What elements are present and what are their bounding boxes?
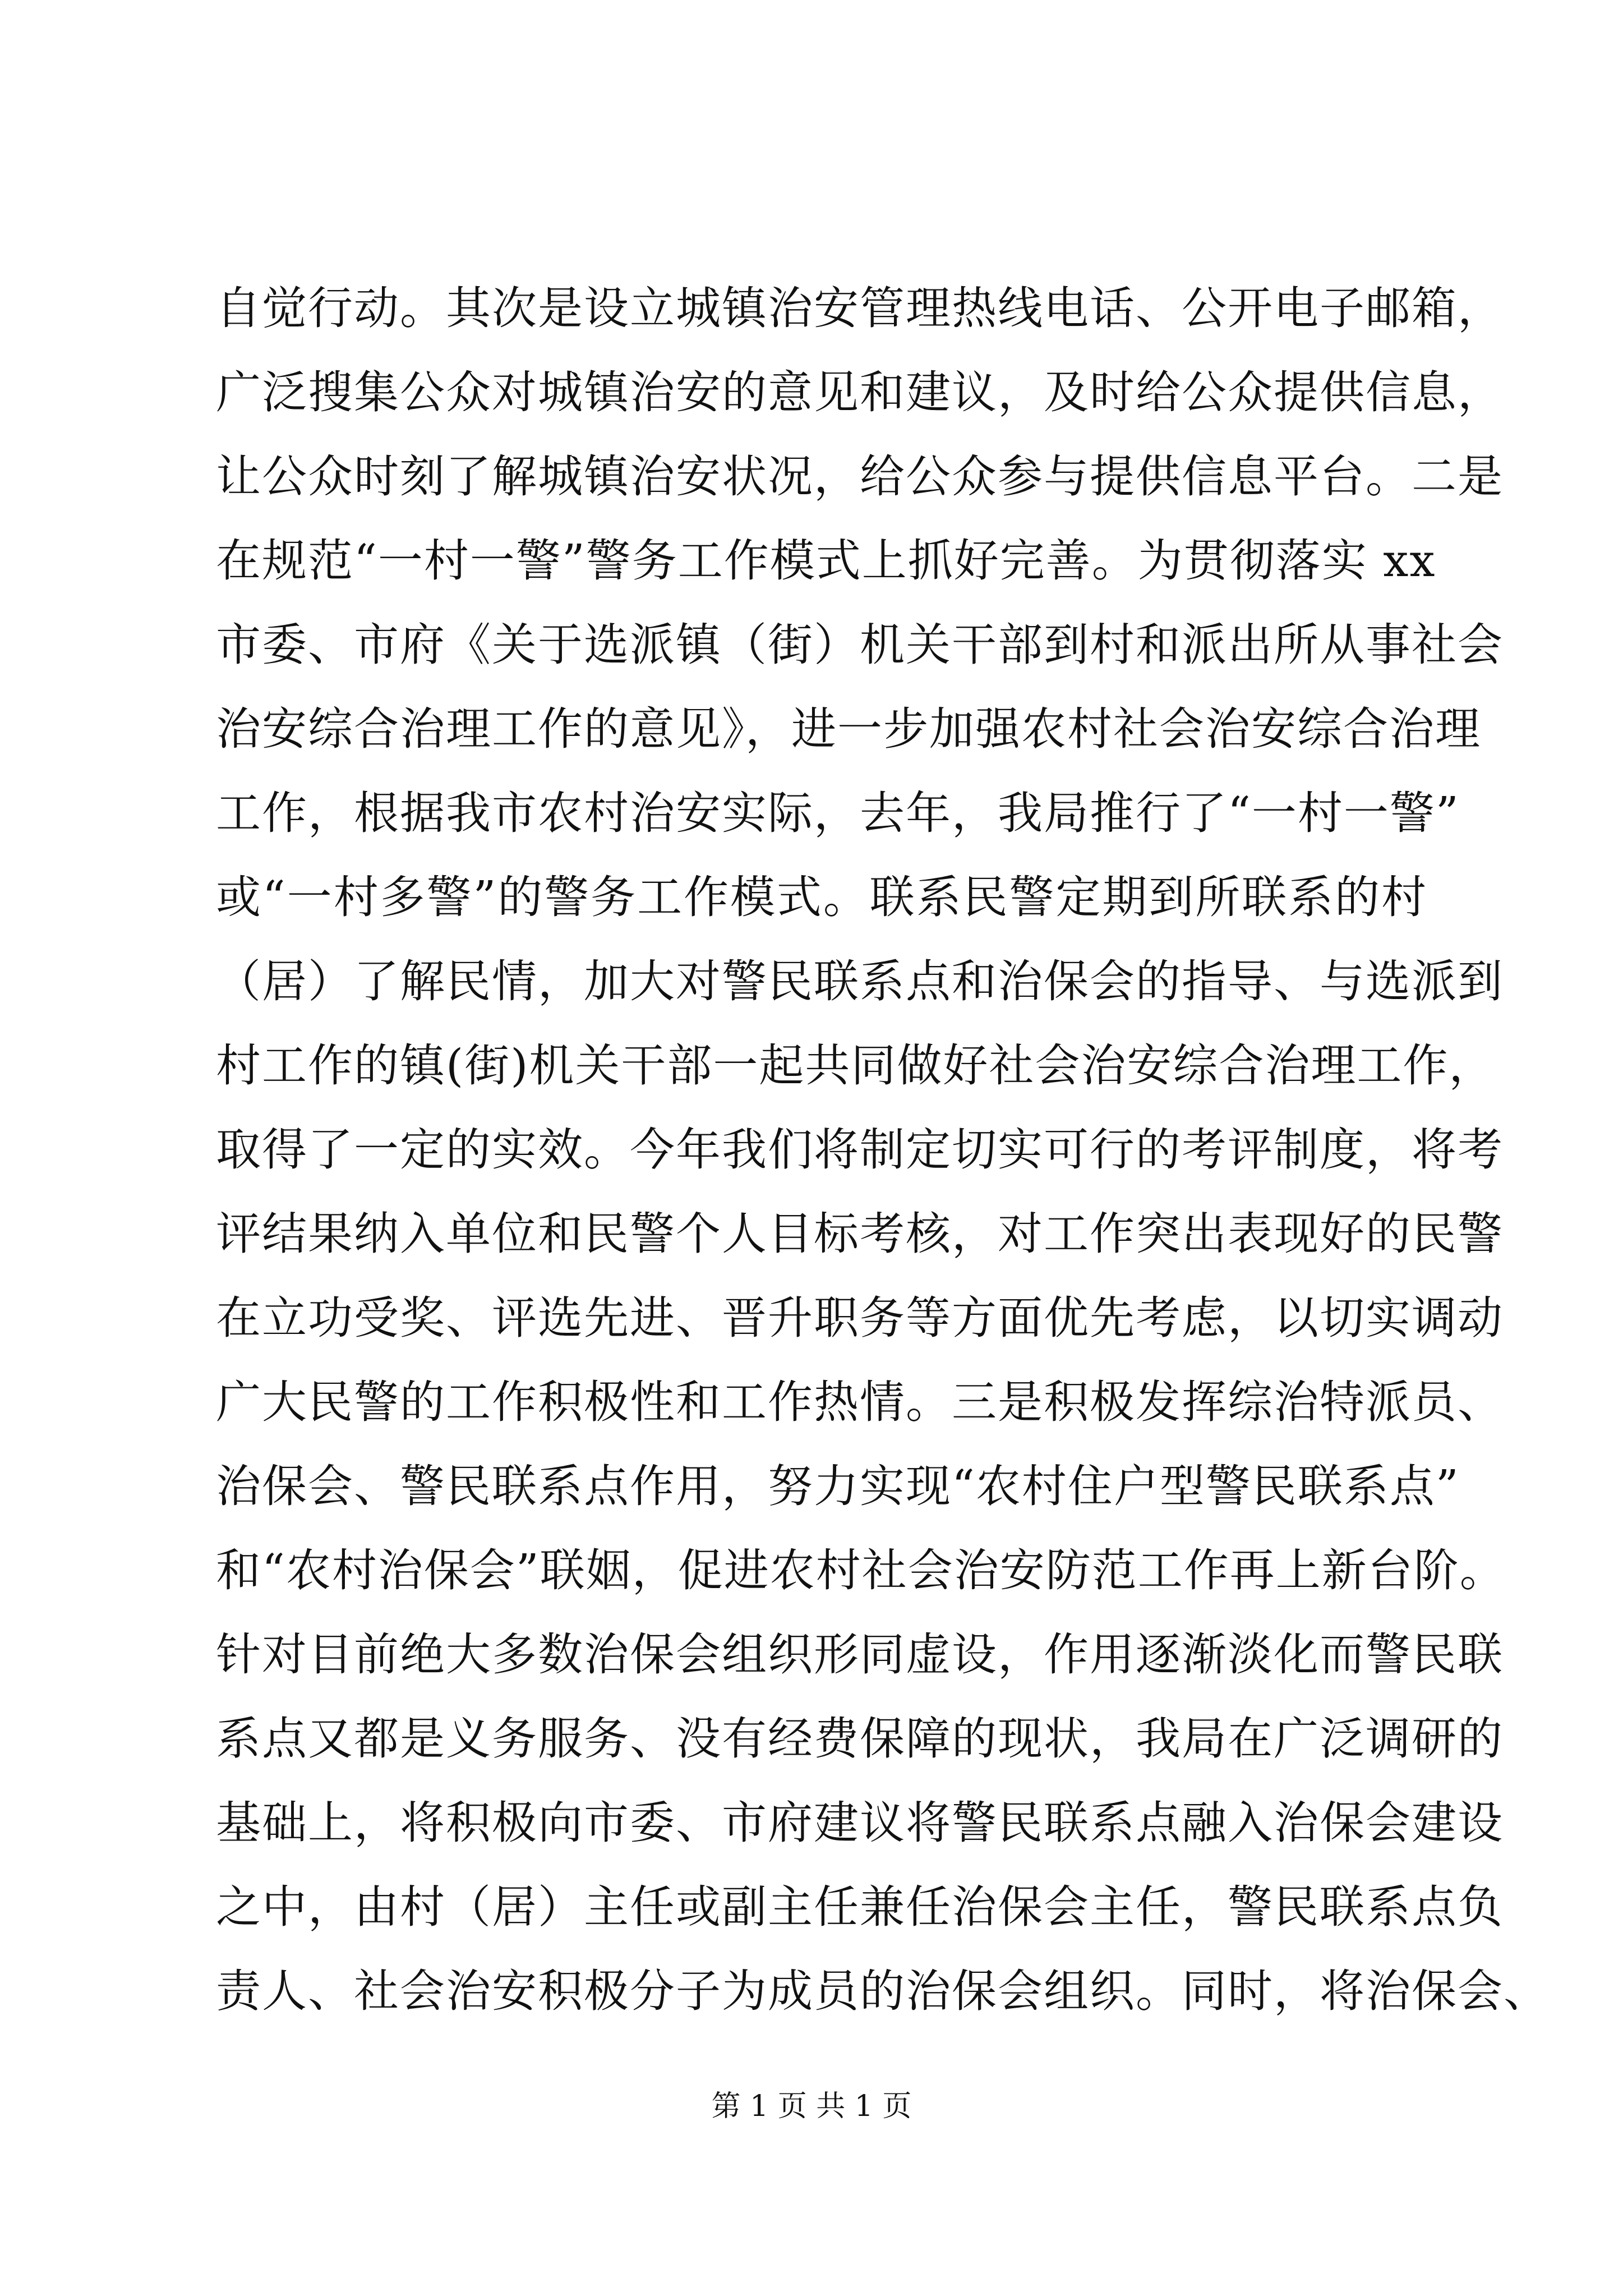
text-line: 广大民警的工作积极性和工作热情。三是积极发挥综治特派员、 — [216, 1376, 1504, 1428]
text-line: 治安综合治理工作的意见》，进一步加强农村社会治安综合治理 — [216, 703, 1481, 755]
text-line: 让公众时刻了解城镇治安状况，给公众参与提供信息平台。二是 — [216, 450, 1504, 503]
text-line: 治保会、警民联系点作用，努力实现“农村住户型警民联系点” — [216, 1460, 1460, 1512]
text-line: 市委、市府《关于选派镇（街）机关干部到村和派出所从事社会 — [216, 619, 1504, 671]
text-line: 之中，由村（居）主任或副主任兼任治保会主任，警民联系点负 — [216, 1881, 1504, 1933]
text-line: （居）了解民情，加大对警民联系点和治保会的指导、与选派到 — [216, 955, 1504, 1007]
page-number: 第 1 页 共 1 页 — [711, 2090, 912, 2123]
text-line: 系点又都是义务服务、没有经费保障的现状，我局在广泛调研的 — [216, 1713, 1504, 1765]
text-line: 针对目前绝大多数治保会组织形同虚设，作用逐渐淡化而警民联 — [216, 1628, 1504, 1681]
page-footer — [0, 2087, 1623, 2126]
text-line: 广泛搜集公众对城镇治安的意见和建议，及时给公众提供信息， — [216, 366, 1504, 418]
text-line: 在规范“一村一警”警务工作模式上抓好完善。为贯彻落实 xx — [216, 535, 1436, 587]
body-text — [216, 266, 1550, 2033]
text-line: 工作，根据我市农村治安实际，去年，我局推行了“一村一警” — [216, 787, 1460, 839]
text-line: 取得了一定的实效。今年我们将制定切实可行的考评制度，将考 — [216, 1124, 1504, 1176]
text-line: 和“农村治保会”联姻，促进农村社会治安防范工作再上新台阶。 — [216, 1544, 1506, 1596]
text-line: 或“一村多警”的警务工作模式。联系民警定期到所联系的村 — [216, 871, 1427, 923]
text-line: 责人、社会治安积极分子为成员的治保会组织。同时，将治保会、 — [216, 1965, 1550, 2017]
text-line: 评结果纳入单位和民警个人目标考核，对工作突出表现好的民警 — [216, 1208, 1504, 1260]
text-line: 自觉行动。其次是设立城镇治安管理热线电话、公开电子邮箱， — [216, 282, 1504, 334]
text-line: 村工作的镇(街)机关干部一起共同做好社会治安综合治理工作， — [216, 1039, 1495, 1092]
text-line: 在立功受奖、评选先进、晋升职务等方面优先考虑，以切实调动 — [216, 1292, 1504, 1344]
text-line: 基础上，将积极向市委、市府建议将警民联系点融入治保会建设 — [216, 1797, 1504, 1849]
